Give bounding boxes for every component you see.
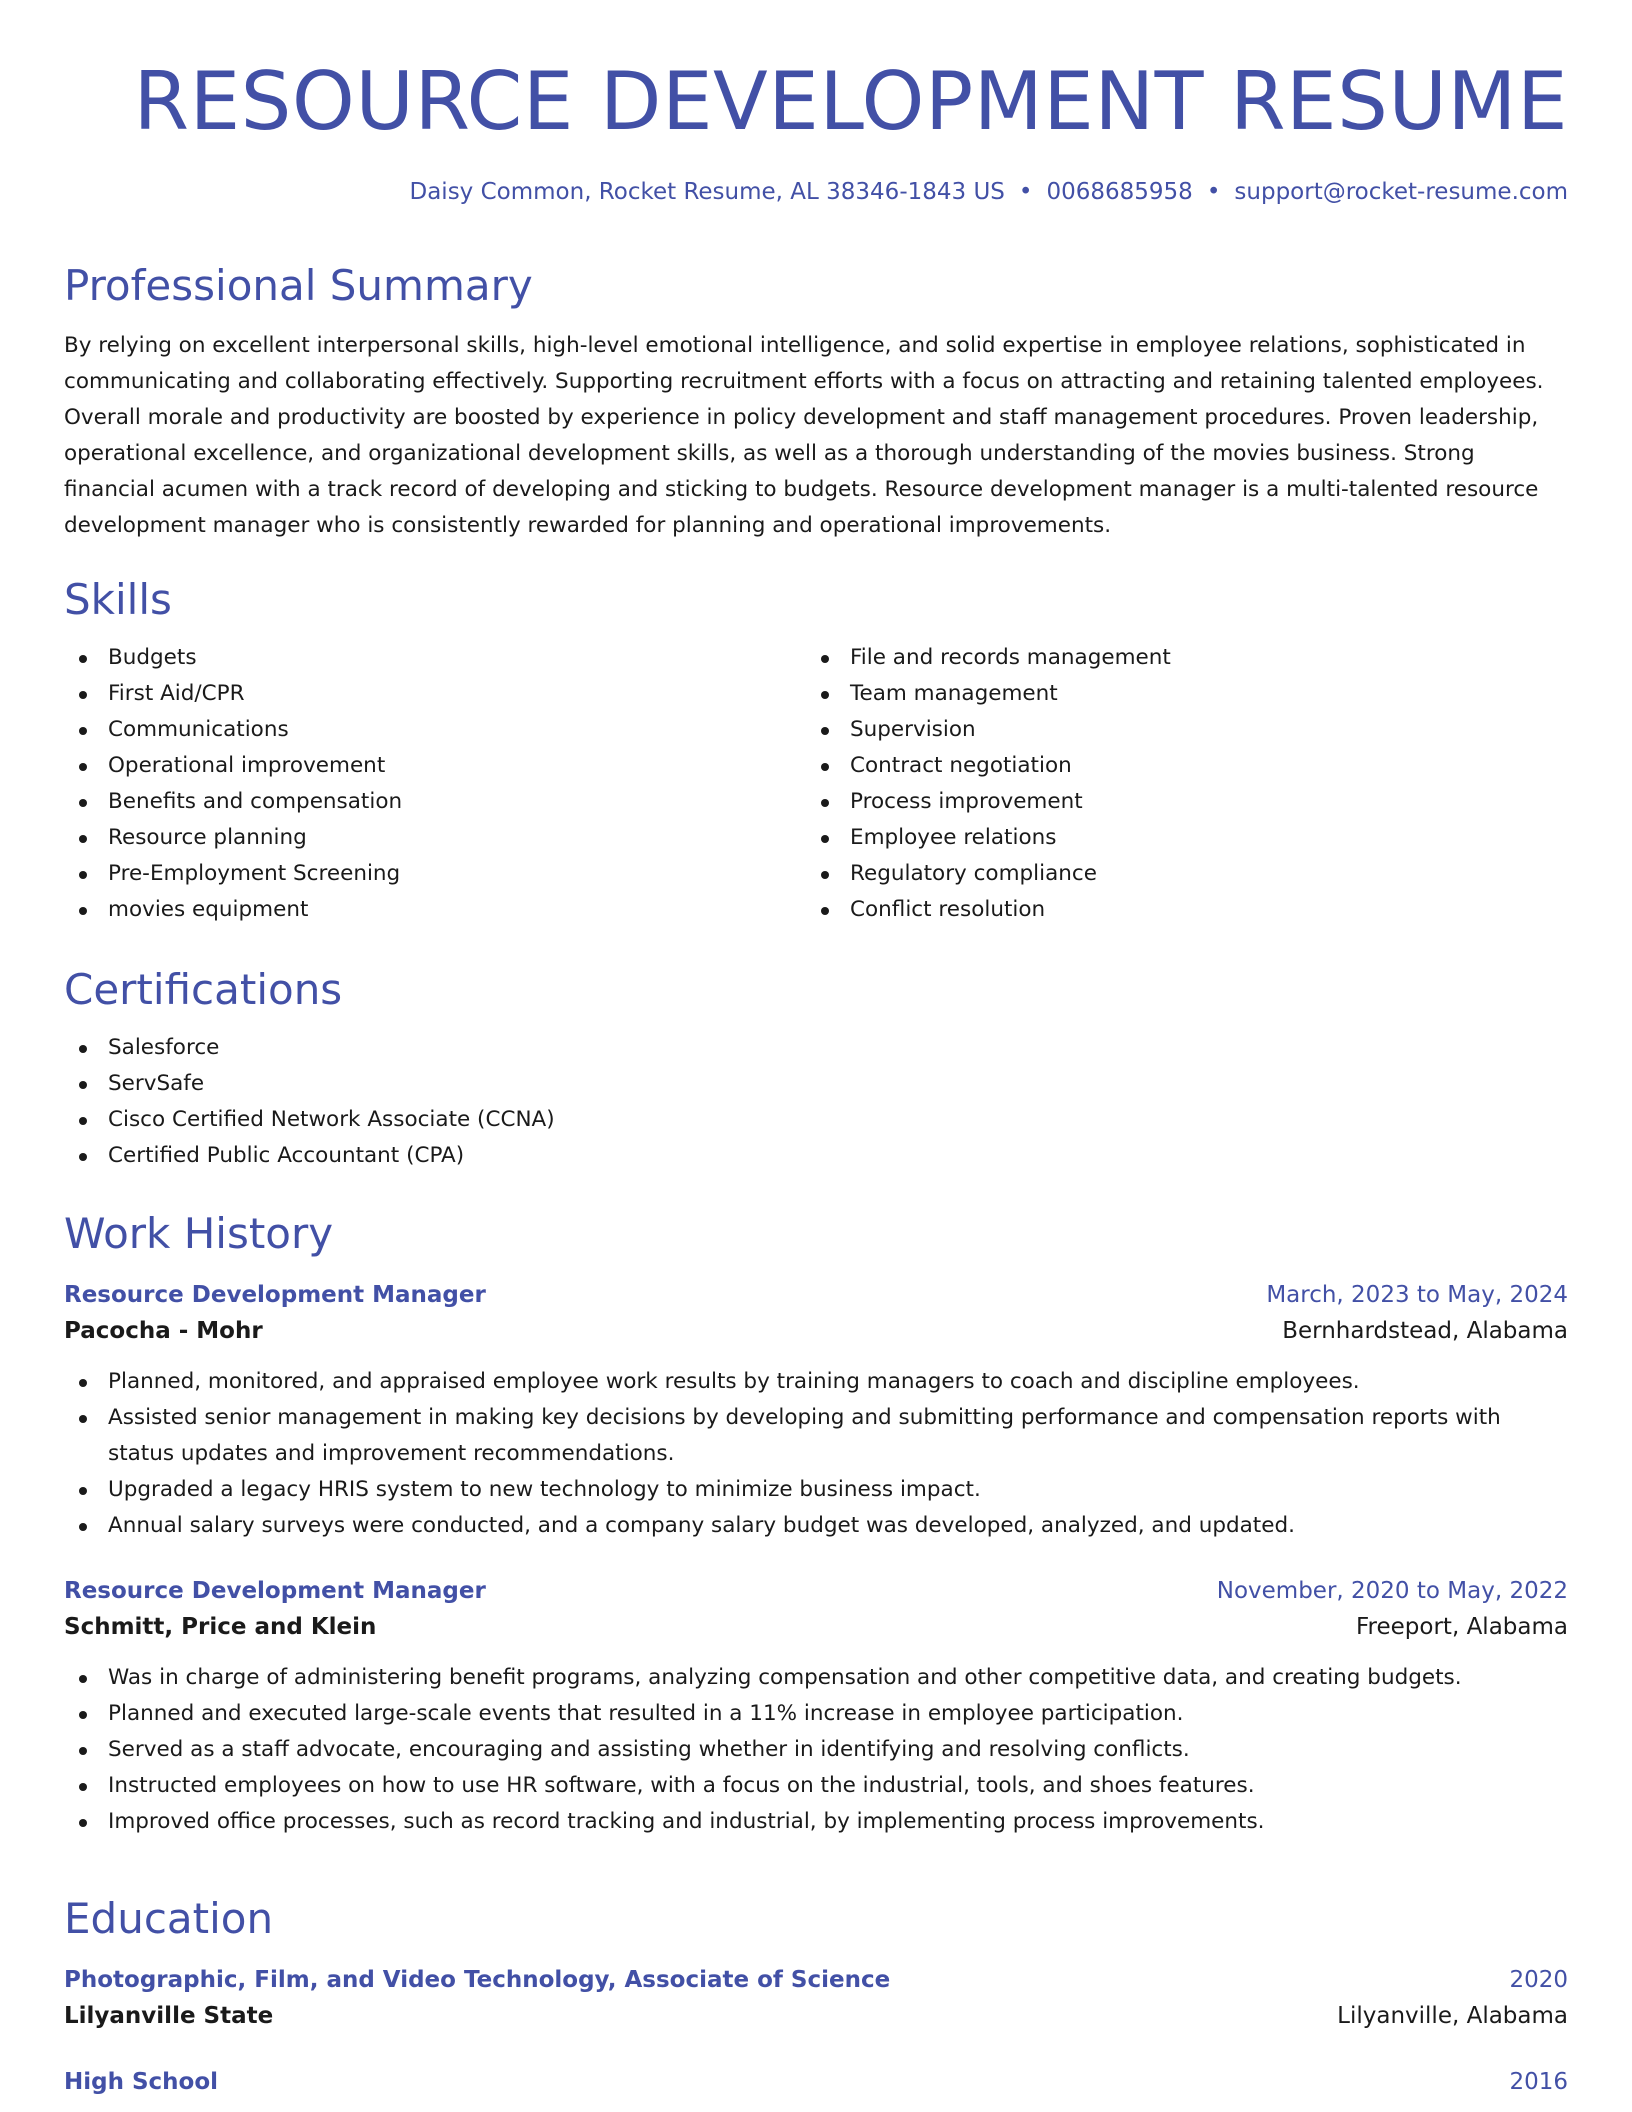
resume-title: RESOURCE DEVELOPMENT RESUME: [133, 55, 1568, 148]
job-title: Resource Development Manager: [64, 1282, 486, 1308]
job-title: Resource Development Manager: [64, 1578, 486, 1604]
skill-item: Communications: [64, 712, 806, 748]
skill-item: Pre-Employment Screening: [64, 856, 806, 892]
contact-email[interactable]: support@rocket-resume.com: [1234, 179, 1568, 205]
job-bullet: Planned and executed large-scale events that resulted in a 11% increase in employee participation.: [64, 1696, 1568, 1732]
contact-phone: 0068685958: [1046, 179, 1193, 205]
skill-item: File and records management: [806, 640, 1548, 676]
education-entry: [64, 2065, 1568, 2099]
job-dates: March, 2023 to May, 2024: [1266, 1282, 1568, 1308]
job-bullet: Planned, monitored, and appraised employee work results by training managers to coach and discipline employees.: [64, 1364, 1568, 1400]
education-degree: High School: [64, 2069, 219, 2095]
skills-list-right: [806, 640, 1548, 928]
job-bullet: Served as a staff advocate, encouraging and assisting whether in identifying and resolving conflicts.: [64, 1732, 1568, 1768]
skill-item: First Aid/CPR: [64, 676, 806, 712]
education-year: 2020: [1509, 1967, 1568, 1993]
certifications-heading: Certifications: [64, 965, 343, 1014]
skill-item: Team management: [806, 676, 1548, 712]
education-section: [64, 1893, 1568, 2099]
certification-item: Certified Public Accountant (CPA): [64, 1138, 1568, 1174]
separator-dot: •: [1018, 179, 1033, 205]
certification-item: Salesforce: [64, 1030, 1568, 1066]
certification-item: ServSafe: [64, 1066, 1568, 1102]
skill-item: Resource planning: [64, 820, 806, 856]
job-company-row: [64, 1608, 1568, 1646]
skills-list-left: [64, 640, 806, 928]
certifications-section: [64, 964, 1568, 1174]
job-bullet: Was in charge of administering benefit programs, analyzing compensation and other competitive data, and creating budgets.: [64, 1660, 1568, 1696]
job-bullet: Assisted senior management in making key decisions by developing and submitting performance and compensation reports with status updates and improvement recommendations.: [64, 1400, 1568, 1472]
education-school: Lilyanville State: [64, 2003, 274, 2029]
skills-section: [64, 574, 1568, 928]
education-heading: Education: [64, 1894, 274, 1943]
job-location: Bernhardstead, Alabama: [1282, 1318, 1568, 1344]
contact-line: [64, 176, 1568, 208]
skills-grid: [64, 640, 1568, 928]
skill-item: Conflict resolution: [806, 892, 1548, 928]
skill-item: Benefits and compensation: [64, 784, 806, 820]
education-location: Lilyanville, Alabama: [1337, 2003, 1568, 2029]
job-entry: [64, 1278, 1568, 1544]
job-company-row: [64, 1312, 1568, 1350]
summary-section: [64, 260, 1568, 544]
job-bullet: Upgraded a legacy HRIS system to new technology to minimize business impact.: [64, 1472, 1568, 1508]
education-entry: [64, 1963, 1568, 2035]
skill-item: Budgets: [64, 640, 806, 676]
work-history-heading: Work History: [64, 1209, 334, 1258]
contact-address: Daisy Common, Rocket Resume, AL 38346-1843 US: [409, 179, 1005, 205]
job-location: Freeport, Alabama: [1356, 1614, 1568, 1640]
skill-item: Process improvement: [806, 784, 1548, 820]
job-bullet: Improved office processes, such as record tracking and industrial, by implementing process improvements.: [64, 1804, 1568, 1840]
skill-item: Contract negotiation: [806, 748, 1548, 784]
skill-item: Operational improvement: [64, 748, 806, 784]
summary-text: By relying on excellent interpersonal skills, high-level emotional intelligence, and solid expertise in employee relations, sophisticated in communicating and collaborating effectively. Supporting recruitment efforts with a focus on attracting and retaining talented employees. Overall morale and productivity are boosted by experience in policy development and staff management procedures. Proven leadership, operational excellence, and organizational development skills, as well as a thorough understanding of the movies business. Strong financial acumen with a track record of developing and sticking to budgets. Resource development manager is a multi-talented resource development manager who is consistently rewarded for planning and operational improvements.: [64, 333, 1544, 538]
skill-item: movies equipment: [64, 892, 806, 928]
education-header: [64, 2065, 1568, 2099]
certification-item: Cisco Certified Network Associate (CCNA): [64, 1102, 1568, 1138]
separator-dot: •: [1206, 179, 1221, 205]
job-header: [64, 1574, 1568, 1608]
job-bullet: Instructed employees on how to use HR software, with a focus on the industrial, tools, and shoes features.: [64, 1768, 1568, 1804]
summary-heading: Professional Summary: [64, 261, 533, 310]
skills-heading: Skills: [64, 575, 172, 624]
education-degree: Photographic, Film, and Video Technology, Associate of Science: [64, 1967, 891, 1993]
job-company: Pacocha - Mohr: [64, 1318, 263, 1344]
skill-item: Regulatory compliance: [806, 856, 1548, 892]
education-header: [64, 1963, 1568, 1997]
education-year: 2016: [1509, 2069, 1568, 2095]
job-bullets: [64, 1364, 1568, 1544]
education-school-row: [64, 1997, 1568, 2035]
skill-item: Supervision: [806, 712, 1548, 748]
job-entry: [64, 1574, 1568, 1840]
job-company: Schmitt, Price and Klein: [64, 1614, 377, 1640]
job-header: [64, 1278, 1568, 1312]
certifications-list: [64, 1030, 1568, 1174]
skill-item: Employee relations: [806, 820, 1548, 856]
work-history-section: [64, 1208, 1568, 1840]
job-bullet: Annual salary surveys were conducted, and a company salary budget was developed, analyzed, and updated.: [64, 1508, 1568, 1544]
job-dates: November, 2020 to May, 2022: [1216, 1578, 1568, 1604]
job-bullets: [64, 1660, 1568, 1840]
